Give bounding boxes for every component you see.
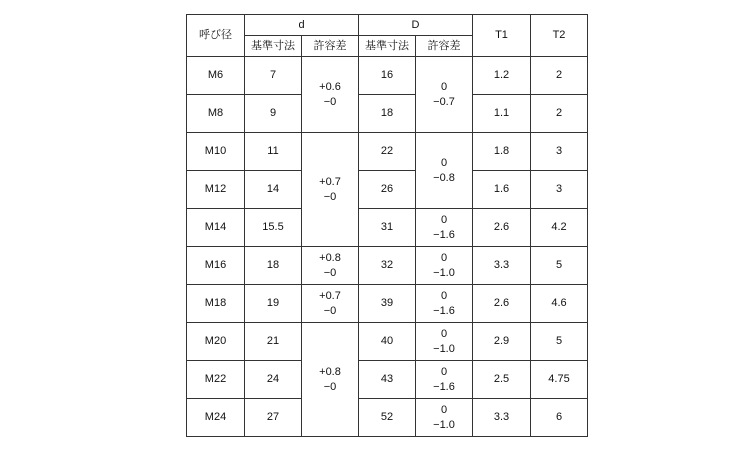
t2-cell: 3 [531, 171, 588, 209]
nominal-cell: M6 [187, 57, 245, 95]
tolerance-lower: −1.0 [433, 266, 455, 279]
d-basic-cell: 27 [245, 399, 302, 437]
d-tolerance-cell [302, 323, 359, 437]
tolerance-upper: +0.7 [319, 289, 341, 302]
table-row [187, 133, 588, 171]
header-t1: T1 [473, 15, 531, 57]
subheader-D-tolerance: 許容差 [416, 36, 473, 57]
t1-cell: 1.8 [473, 133, 531, 171]
nominal-cell: M18 [187, 285, 245, 323]
D-basic-cell: 43 [359, 361, 416, 399]
tolerance-upper: 0 [440, 365, 448, 378]
tolerance-lower: −1.6 [433, 304, 455, 317]
D-tolerance-cell [416, 285, 473, 323]
d-tolerance-cell [302, 247, 359, 285]
t2-cell: 4.2 [531, 209, 588, 247]
table-row [187, 95, 588, 133]
tolerance-lower: −0 [323, 304, 337, 317]
nominal-cell: M24 [187, 399, 245, 437]
tolerance-lower: −0.8 [433, 171, 455, 184]
t1-cell: 3.3 [473, 247, 531, 285]
tolerance-lower: −1.0 [433, 418, 455, 431]
d-tolerance-cell [302, 285, 359, 323]
D-tolerance-cell [416, 247, 473, 285]
nominal-cell: M16 [187, 247, 245, 285]
tolerance-upper: 0 [440, 213, 448, 226]
tolerance-lower: −1.0 [433, 342, 455, 355]
tolerance-upper: +0.8 [319, 251, 341, 264]
t2-cell: 3 [531, 133, 588, 171]
t2-cell: 2 [531, 95, 588, 133]
d-tolerance-cell [302, 133, 359, 247]
tolerance-upper: 0 [440, 327, 448, 340]
t2-cell: 6 [531, 399, 588, 437]
header-nominal: 呼び径 [187, 15, 245, 57]
t2-cell: 5 [531, 247, 588, 285]
D-basic-cell: 22 [359, 133, 416, 171]
d-basic-cell: 9 [245, 95, 302, 133]
d-basic-cell: 21 [245, 323, 302, 361]
D-basic-cell: 31 [359, 209, 416, 247]
nominal-cell: M20 [187, 323, 245, 361]
table-row [187, 285, 588, 323]
D-basic-cell: 52 [359, 399, 416, 437]
header-row [187, 15, 588, 36]
nominal-cell: M22 [187, 361, 245, 399]
header-t2: T2 [531, 15, 588, 57]
D-tolerance-cell [416, 399, 473, 437]
D-basic-cell: 40 [359, 323, 416, 361]
t1-cell: 1.2 [473, 57, 531, 95]
tolerance-upper: 0 [440, 403, 448, 416]
d-basic-cell: 15.5 [245, 209, 302, 247]
tolerance-upper: 0 [440, 289, 448, 302]
t1-cell: 2.6 [473, 209, 531, 247]
D-basic-cell: 39 [359, 285, 416, 323]
tolerance-upper: 0 [440, 251, 448, 264]
subheader-d-tolerance: 許容差 [302, 36, 359, 57]
D-basic-cell: 16 [359, 57, 416, 95]
table-row [187, 171, 588, 209]
t1-cell: 2.5 [473, 361, 531, 399]
t1-cell: 2.9 [473, 323, 531, 361]
d-basic-cell: 14 [245, 171, 302, 209]
tolerance-upper: 0 [440, 156, 448, 169]
table-row [187, 323, 588, 361]
d-basic-cell: 11 [245, 133, 302, 171]
D-tolerance-cell [416, 133, 473, 209]
nominal-cell: M10 [187, 133, 245, 171]
tolerance-lower: −0 [323, 266, 337, 279]
subheader-d-basic-size: 基準寸法 [245, 36, 302, 57]
t2-cell: 4.6 [531, 285, 588, 323]
table-row [187, 57, 588, 95]
tolerance-upper: +0.6 [319, 80, 341, 93]
t2-cell: 5 [531, 323, 588, 361]
D-tolerance-cell [416, 361, 473, 399]
d-basic-cell: 18 [245, 247, 302, 285]
D-basic-cell: 32 [359, 247, 416, 285]
t1-cell: 1.6 [473, 171, 531, 209]
tolerance-lower: −0 [323, 190, 337, 203]
t2-cell: 2 [531, 57, 588, 95]
t2-cell: 4.75 [531, 361, 588, 399]
tolerance-lower: −1.6 [433, 228, 455, 241]
tolerance-lower: −0.7 [433, 95, 455, 108]
D-basic-cell: 18 [359, 95, 416, 133]
d-basic-cell: 19 [245, 285, 302, 323]
d-basic-cell: 24 [245, 361, 302, 399]
nominal-cell: M8 [187, 95, 245, 133]
t1-cell: 1.1 [473, 95, 531, 133]
header-d: d [245, 15, 359, 36]
D-tolerance-cell [416, 57, 473, 133]
d-tolerance-cell [302, 57, 359, 133]
d-basic-cell: 7 [245, 57, 302, 95]
tolerance-lower: −1.6 [433, 380, 455, 393]
t1-cell: 3.3 [473, 399, 531, 437]
table-row [187, 209, 588, 247]
D-basic-cell: 26 [359, 171, 416, 209]
D-tolerance-cell [416, 323, 473, 361]
nominal-cell: M14 [187, 209, 245, 247]
table-row [187, 361, 588, 399]
t1-cell: 2.6 [473, 285, 531, 323]
tolerance-upper: +0.8 [319, 365, 341, 378]
tolerance-upper: +0.7 [319, 175, 341, 188]
tolerance-upper: 0 [440, 80, 448, 93]
header-D: D [359, 15, 473, 36]
tolerance-lower: −0 [323, 380, 337, 393]
table-row [187, 247, 588, 285]
D-tolerance-cell [416, 209, 473, 247]
nominal-cell: M12 [187, 171, 245, 209]
tolerance-lower: −0 [323, 95, 337, 108]
dimension-table [186, 14, 588, 437]
table-row [187, 399, 588, 437]
subheader-D-basic-size: 基準寸法 [359, 36, 416, 57]
